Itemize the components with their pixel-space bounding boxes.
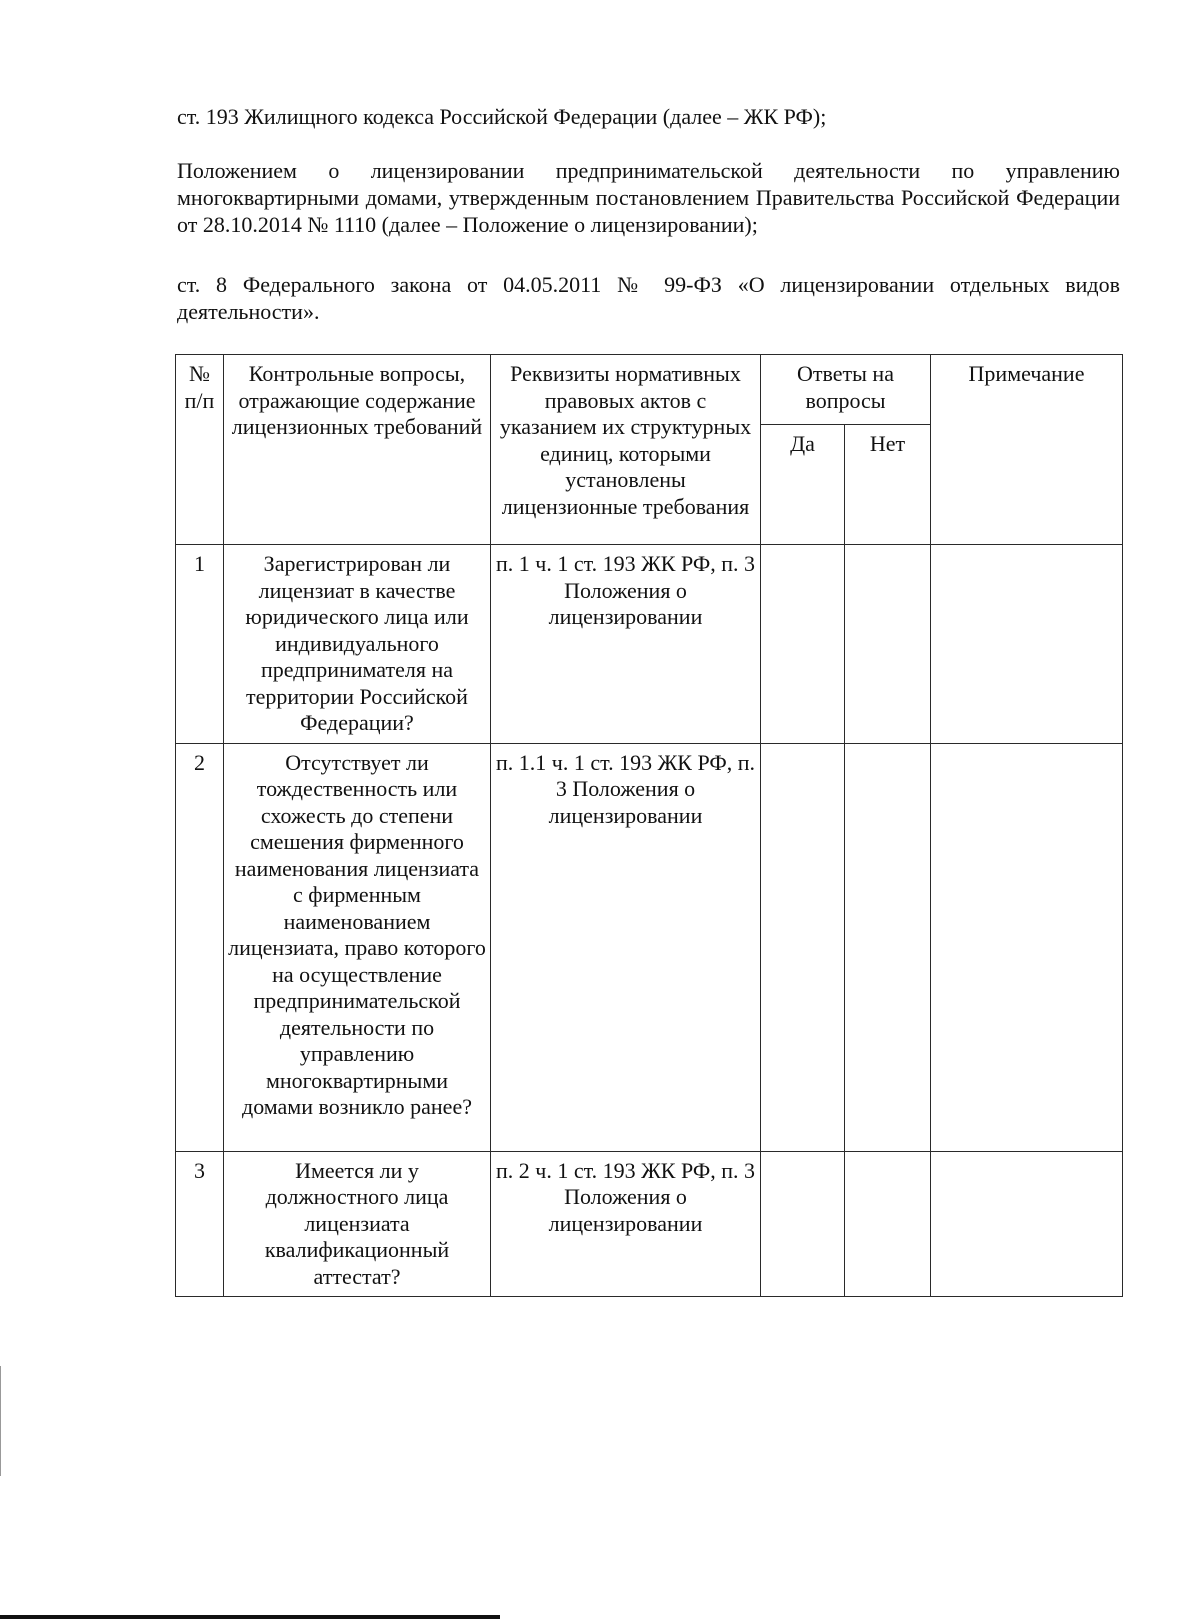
row-question: Зарегистрирован ли лицензиат в качестве юридического лица или индивидуального предпринимателя на территории Российской Федерации?: [224, 545, 491, 744]
checklist-table: [175, 354, 1123, 1297]
answer-yes-cell[interactable]: [761, 545, 845, 744]
note-cell[interactable]: [931, 743, 1123, 1151]
row-number: 2: [176, 743, 224, 1151]
scan-bottom-rule: [0, 1615, 500, 1619]
row-number: 1: [176, 545, 224, 744]
intro-paragraph-federal-law: ст. 8 Федерального закона от 04.05.2011 № 99-ФЗ «О лицензировании отдельных видов деятельности».: [177, 272, 1120, 324]
row-reference: п. 1.1 ч. 1 ст. 193 ЖК РФ, п. 3 Положения о лицензировании: [491, 743, 761, 1151]
header-requisites: Реквизиты нормативных правовых актов с указанием их структурных единиц, которыми установлены лицензионные требования: [491, 355, 761, 545]
header-yes: Да: [761, 425, 845, 545]
header-no: Нет: [845, 425, 931, 545]
intro-paragraph-housing-code: ст. 193 Жилищного кодекса Российской Федерации (далее – ЖК РФ);: [177, 104, 827, 129]
table-header-row: [176, 355, 1123, 425]
answer-yes-cell[interactable]: [761, 743, 845, 1151]
answer-no-cell[interactable]: [845, 1151, 931, 1297]
note-cell[interactable]: [931, 545, 1123, 744]
row-reference: п. 1 ч. 1 ст. 193 ЖК РФ, п. 3 Положения о лицензировании: [491, 545, 761, 744]
row-number: 3: [176, 1151, 224, 1297]
row-question: Имеется ли у должностного лица лицензиата квалификационный аттестат?: [224, 1151, 491, 1297]
row-reference: п. 2 ч. 1 ст. 193 ЖК РФ, п. 3 Положения о лицензировании: [491, 1151, 761, 1297]
row-question: Отсутствует ли тождественность или схожесть до степени смешения фирменного наименования лицензиата с фирменным наименованием лицензиата, право которого на осуществление предпринимательской деятельности по управлению многоквартирными домами возникло ранее?: [224, 743, 491, 1151]
header-note: Примечание: [931, 355, 1123, 545]
header-number: № п/п: [176, 355, 224, 545]
table-row: [176, 1151, 1123, 1297]
answer-yes-cell[interactable]: [761, 1151, 845, 1297]
note-cell[interactable]: [931, 1151, 1123, 1297]
header-answers: Ответы на вопросы: [761, 355, 931, 425]
scan-edge-mark: [0, 1366, 1, 1476]
table-row: [176, 743, 1123, 1151]
intro-paragraph-licensing-regulation: Положением о лицензировании предпринимательской деятельности по управлению многоквартирными домами, утвержденным постановлением Правительства Российской Федерации от 28.10.2014 № 1110 (далее – Положение о лицензировании);: [177, 158, 1120, 237]
header-question: Контрольные вопросы, отражающие содержание лицензионных требований: [224, 355, 491, 545]
answer-no-cell[interactable]: [845, 545, 931, 744]
answer-no-cell[interactable]: [845, 743, 931, 1151]
table-row: [176, 545, 1123, 744]
